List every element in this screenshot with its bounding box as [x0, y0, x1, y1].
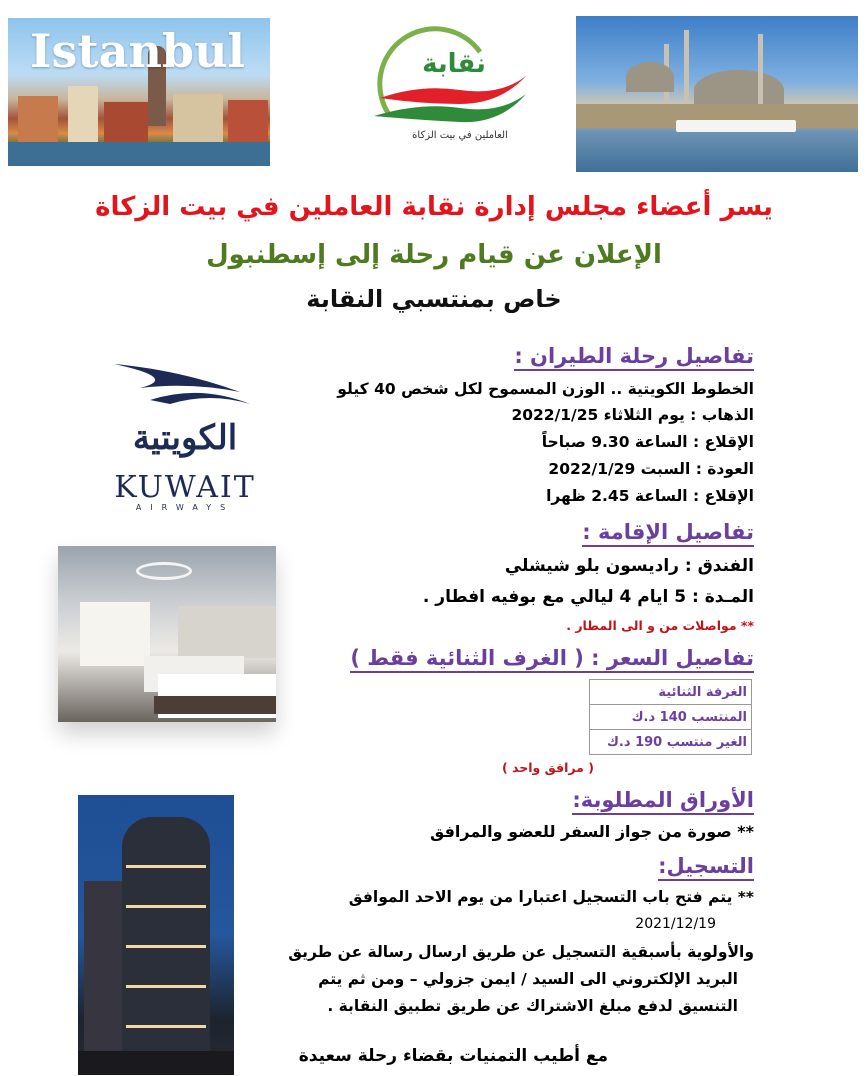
hotel-building-photo: [78, 795, 234, 1075]
duration-label: المـدة :: [692, 587, 754, 607]
logo-tagline: العاملين في بيت الزكاة: [412, 130, 508, 141]
logo-name: نقابة: [422, 49, 486, 79]
price-table: [589, 679, 752, 755]
istanbul-title: Istanbul: [30, 24, 245, 78]
registration-line-4: التنسيق لدفع مبلغ الاشتراك عن طريق تطبيق النقابة .: [327, 997, 738, 1015]
kuwait-airways-logo: [110, 360, 270, 520]
istanbul-photo: [8, 18, 270, 166]
departure-label: الذهاب :: [690, 406, 754, 424]
papers-heading: الأوراق المطلوبة:: [572, 788, 754, 815]
mosque-photo: [576, 16, 858, 172]
return-label: العودة :: [695, 460, 754, 478]
takeoff1-value: الساعة 9.30 صباحاً: [541, 433, 688, 451]
departure-value: يوم الثلاثاء 2022/1/25: [511, 406, 685, 424]
takeoff1-label: الإقلاع :: [693, 433, 754, 451]
stay-hotel: [505, 556, 754, 576]
price-row-room: الغرفة الثنائية: [590, 680, 752, 705]
flight-takeoff-1: [542, 433, 754, 451]
transport-note: ** مواصلات من و الى المطار .: [566, 618, 754, 633]
registration-heading: التسجيل:: [658, 854, 754, 881]
price-row-nonmember: الغير منتسب 190 د.ك: [590, 730, 752, 755]
stay-duration: [423, 587, 754, 607]
kac-arabic: الكويتية: [132, 418, 238, 458]
flight-airline-line: الخطوط الكويتية .. الوزن المسموح لكل شخص 40 كيلو: [337, 380, 754, 398]
kac-english: KUWAIT: [114, 470, 256, 505]
headline-1: يسر أعضاء مجلس إدارة نقابة العاملين في بيت الزكاة: [95, 192, 773, 222]
price-row-member: المنتسب 140 د.ك: [590, 705, 752, 730]
hotel-label: الفندق :: [684, 556, 754, 576]
takeoff2-value: الساعة 2.45 ظهرا: [546, 487, 688, 505]
registration-line-2: والأولوية بأسبقية التسجيل عن طريق ارسال رسالة عن طريق: [288, 943, 754, 961]
price-heading: تفاصيل السعر : ( الغرف الثنائية فقط ): [350, 646, 754, 673]
papers-item: ** صورة من جواز السفر للعضو والمرافق: [430, 822, 754, 841]
flight-takeoff-2: [546, 487, 754, 505]
flight-return: [548, 460, 754, 478]
registration-date: 2021/12/19: [635, 916, 716, 932]
registration-line-1: ** يتم فتح باب التسجيل اعتبارا من يوم الاحد الموافق: [348, 888, 754, 906]
hotel-value: راديسون بلو شيشلي: [504, 556, 679, 576]
duration-value: 5 ايام 4 ليالي مع بوفيه افطار .: [422, 587, 687, 607]
union-logo: [350, 24, 530, 148]
headline-3: خاص بمنتسبي النقابة: [306, 285, 562, 313]
registration-line-3: البريد الإلكتروني الى السيد / ايمن جزولي – ومن ثم يتم: [318, 970, 738, 988]
headline-2: الإعلان عن قيام رحلة إلى إسطنبول: [206, 240, 662, 270]
return-value: السبت 2022/1/29: [548, 460, 691, 478]
hotel-room-photo: [58, 546, 276, 722]
takeoff2-label: الإقلاع :: [693, 487, 754, 505]
closing-message: مع أطيب التمنيات بقضاء رحلة سعيدة: [298, 1046, 608, 1066]
companion-note: ( مرافق واحد ): [501, 760, 594, 775]
stay-heading: تفاصيل الإقامة :: [582, 520, 754, 547]
kac-sub: AIRWAYS: [135, 503, 235, 512]
flight-heading: تفاصيل رحلة الطيران :: [514, 344, 754, 371]
flight-departure: [511, 406, 754, 424]
